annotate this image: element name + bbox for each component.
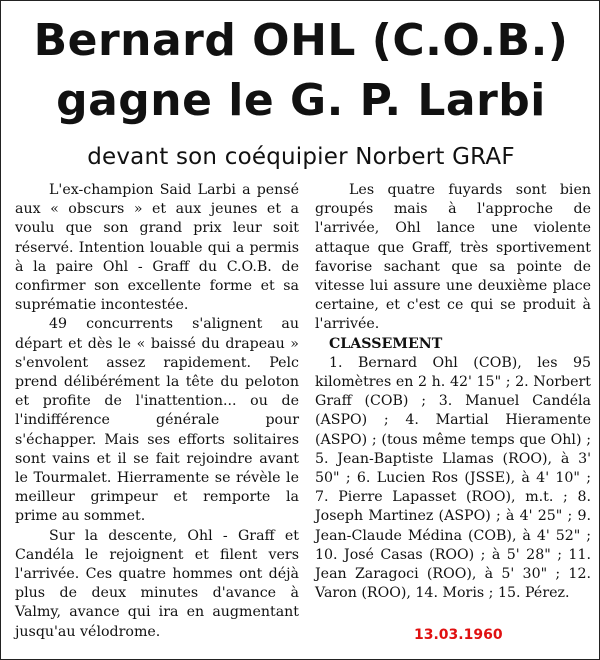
classement-results: 1. Bernard Ohl (COB), les 95 kilomètres en 2 h. 42' 15" ; 2. Norbert Graff (COB) ; 3. Manuel Candéla (ASPO) ; 4. Martial Hieramente (ASPO) ; (tous même temps que Ohl) ; 5. Jean-Baptiste Llamas (ROO), à 3' 50" ; 6. Lucien Ros (JSSE), à 4' 10" ; 7. Pierre Lapasset (ROO), m.t. ; 8. Joseph Martinez (ASPO) ; à 4' 25" ; 9. Jean-Claude Médina (COB), à 4' 52" ; 10. José Casas (ROO) ; à 5' 28" ; 11. Jean Zaragoci (ROO), à 5' 30" ; 12. Varon (ROO), 14. Moris ; 15. Pérez. [315,354,591,602]
paragraph-finish: Les quatre fuyards sont bien groupés mais à l'approche de l'arrivée, Ohl lance une violente attaque que Graff, très sportivement favorise sachant que sa pointe de vitesse lui assure une deuxième place certaine, et c'est ce qui se produit à l'arrivée. [315,182,591,333]
right-column [315,181,591,603]
headline-line-1: Bernard OHL (C.O.B.) [33,15,569,66]
subheadline: devant son coéquipier Norbert GRAF [87,144,515,170]
headline-line-2: gagne le G. P. Larbi [56,75,546,126]
date-stamp: 13.03.1960 [414,627,503,643]
paragraph-descent: Sur la descente, Ohl - Graff et Candéla le rejoignent et filent vers l'arrivée. Ces quatre hommes ont déjà plus de deux minutes d'avance à Valmy, avance qui ira en augmentant jusqu'au vélodrome. [15,527,299,640]
classement-heading: CLASSEMENT [329,335,443,352]
paragraph-intro: L'ex-champion Said Larbi a pensé aux « obscurs » et aux jeunes et a voulu que son grand prix leur soit réservé. Intention louable qui a permis à la paire Ohl - Graff du C.O.B. de confirmer son excellente forme et sa suprématie incontestée. [15,182,299,314]
paragraph-race-start: 49 concurrents s'alignent au départ et dès le « baissé du drapeau » s'envolent assez rapidement. Pelc prend délibérément la tête du peloton et profite de l'inattention... ou de l'indifférence générale pour s'échapper. Mais ses efforts solitaires sont vains et il se fait rejoindre avant le Tourmalet. Hierramente se révèle le meilleur grimpeur et remporte la prime au sommet. [15,316,299,525]
left-column [15,181,299,642]
